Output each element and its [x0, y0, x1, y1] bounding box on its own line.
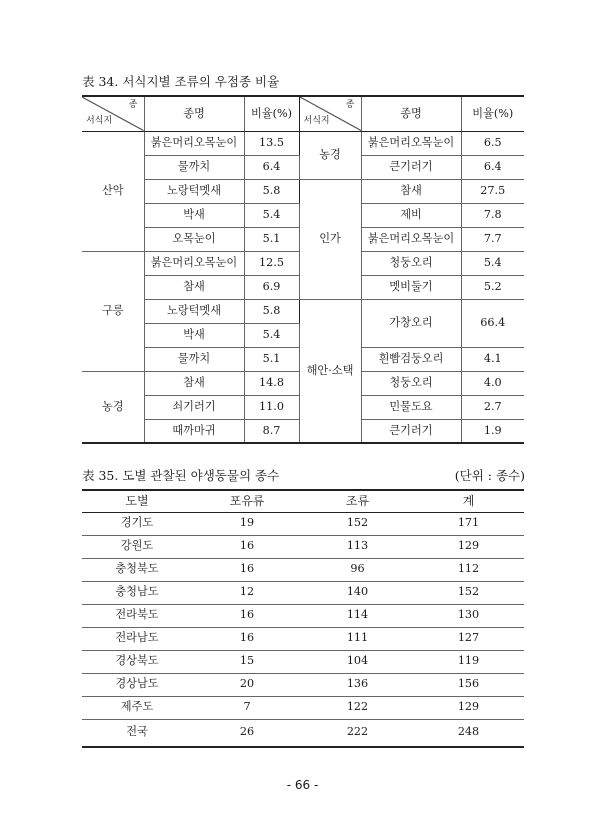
- column-header: 도별: [82, 490, 192, 512]
- count-cell: 19: [192, 512, 302, 535]
- ratio-cell: 6.4: [461, 155, 524, 179]
- ratio-cell: 5.8: [244, 179, 299, 203]
- species-header-right: 종명: [361, 96, 461, 131]
- table35-header-row: [82, 490, 524, 512]
- species-cell: 노랑턱멧새: [144, 179, 244, 203]
- count-cell: 130: [413, 604, 524, 627]
- species-cell: 물까치: [144, 347, 244, 371]
- table34-row: [82, 179, 524, 203]
- species-cell: 오목눈이: [144, 227, 244, 251]
- species-cell: 쇠기러기: [144, 395, 244, 419]
- diag-habitat-label: 서식지: [86, 115, 113, 126]
- count-cell: 12: [192, 581, 302, 604]
- species-cell: 참새: [361, 179, 461, 203]
- species-header-left: 종명: [144, 96, 244, 131]
- count-cell: 16: [192, 535, 302, 558]
- ratio-header-left: 비율(%): [244, 96, 299, 131]
- count-cell: 171: [413, 512, 524, 535]
- table34-row: [82, 131, 524, 155]
- ratio-cell: 4.1: [461, 347, 524, 371]
- count-cell: 152: [302, 512, 413, 535]
- count-cell: 129: [413, 535, 524, 558]
- count-cell: 16: [192, 558, 302, 581]
- ratio-cell: 11.0: [244, 395, 299, 419]
- table-row: [82, 535, 524, 558]
- ratio-cell: 27.5: [461, 179, 524, 203]
- ratio-cell: 5.8: [244, 299, 299, 323]
- species-cell: 참새: [144, 275, 244, 299]
- count-cell: 16: [192, 604, 302, 627]
- species-cell: 흰빰검둥오리: [361, 347, 461, 371]
- ratio-cell: 5.4: [461, 251, 524, 275]
- species-cell: 멧비둘기: [361, 275, 461, 299]
- table-row: [82, 581, 524, 604]
- ratio-cell: 12.5: [244, 251, 299, 275]
- ratio-cell: 6.9: [244, 275, 299, 299]
- count-cell: 114: [302, 604, 413, 627]
- species-cell: 박새: [144, 203, 244, 227]
- total-count: 248: [413, 719, 524, 747]
- province-cell: 경기도: [82, 512, 192, 535]
- table-row: [82, 627, 524, 650]
- ratio-cell: 5.1: [244, 227, 299, 251]
- ratio-cell: 7.7: [461, 227, 524, 251]
- species-cell: 민물도요: [361, 395, 461, 419]
- ratio-cell: 13.5: [244, 131, 299, 155]
- species-cell: 박새: [144, 323, 244, 347]
- habitat-cell: 해안·소택: [299, 299, 361, 443]
- ratio-cell: 5.4: [244, 323, 299, 347]
- ratio-cell: 5.2: [461, 275, 524, 299]
- species-cell: 붉은머리오목눈이: [361, 131, 461, 155]
- total-label: 전국: [82, 719, 192, 747]
- table-row: [82, 673, 524, 696]
- ratio-cell: 2.7: [461, 395, 524, 419]
- diag-habitat-label: 서식지: [303, 115, 330, 126]
- species-cell: 붉은머리오목눈이: [144, 251, 244, 275]
- table35-unit: (단위 : 종수): [454, 468, 525, 483]
- diag-species-label: 종: [345, 100, 355, 110]
- count-cell: 112: [413, 558, 524, 581]
- habitat-cell: 농경: [299, 131, 361, 179]
- species-cell: 청둥오리: [361, 371, 461, 395]
- ratio-cell: 6.4: [244, 155, 299, 179]
- count-cell: 111: [302, 627, 413, 650]
- total-row: [82, 719, 524, 747]
- ratio-cell: 5.4: [244, 203, 299, 227]
- species-cell: 물까치: [144, 155, 244, 179]
- ratio-header-right: 비율(%): [461, 96, 524, 131]
- species-cell: 큰기러기: [361, 419, 461, 443]
- count-cell: 119: [413, 650, 524, 673]
- total-count: 26: [192, 719, 302, 747]
- table34-caption: 表 34. 서식지별 조류의 우점종 비율: [82, 74, 280, 89]
- province-cell: 경상북도: [82, 650, 192, 673]
- species-cell: 붉은머리오목눈이: [361, 227, 461, 251]
- count-cell: 136: [302, 673, 413, 696]
- count-cell: 156: [413, 673, 524, 696]
- ratio-cell: 5.1: [244, 347, 299, 371]
- table-row: [82, 512, 524, 535]
- ratio-cell: 7.8: [461, 203, 524, 227]
- diagonal-header-right: [299, 96, 361, 131]
- count-cell: 122: [302, 696, 413, 719]
- ratio-cell: 1.9: [461, 419, 524, 443]
- count-cell: 96: [302, 558, 413, 581]
- province-cell: 충청북도: [82, 558, 192, 581]
- species-cell: 가창오리: [361, 299, 461, 347]
- total-count: 222: [302, 719, 413, 747]
- species-cell: 붉은머리오목눈이: [144, 131, 244, 155]
- table34-row: [82, 299, 524, 323]
- count-cell: 129: [413, 696, 524, 719]
- count-cell: 127: [413, 627, 524, 650]
- ratio-cell: 66.4: [461, 299, 524, 347]
- count-cell: 152: [413, 581, 524, 604]
- province-cell: 경상남도: [82, 673, 192, 696]
- count-cell: 140: [302, 581, 413, 604]
- column-header: 조류: [302, 490, 413, 512]
- table34-header-row: [82, 96, 524, 131]
- ratio-cell: 6.5: [461, 131, 524, 155]
- ratio-cell: 4.0: [461, 371, 524, 395]
- count-cell: 16: [192, 627, 302, 650]
- province-cell: 충청남도: [82, 581, 192, 604]
- table-row: [82, 650, 524, 673]
- habitat-cell: 산악: [82, 131, 144, 251]
- diag-species-label: 종: [128, 100, 138, 110]
- province-cell: 전라남도: [82, 627, 192, 650]
- diagonal-header-left: [82, 96, 144, 131]
- ratio-cell: 8.7: [244, 419, 299, 443]
- habitat-cell: 농경: [82, 371, 144, 443]
- count-cell: 104: [302, 650, 413, 673]
- habitat-cell: 구릉: [82, 251, 144, 371]
- count-cell: 15: [192, 650, 302, 673]
- table-row: [82, 696, 524, 719]
- count-cell: 113: [302, 535, 413, 558]
- province-cell: 전라북도: [82, 604, 192, 627]
- province-species-count-table: [82, 489, 524, 748]
- species-cell: 제비: [361, 203, 461, 227]
- table35-caption: 表 35. 도별 관찰된 야생동물의 종수: [82, 468, 280, 483]
- habitat-dominant-species-table: [82, 95, 524, 444]
- ratio-cell: 14.8: [244, 371, 299, 395]
- count-cell: 7: [192, 696, 302, 719]
- species-cell: 참새: [144, 371, 244, 395]
- species-cell: 청둥오리: [361, 251, 461, 275]
- column-header: 포유류: [192, 490, 302, 512]
- habitat-cell: 인가: [299, 179, 361, 299]
- count-cell: 20: [192, 673, 302, 696]
- species-cell: 때까마귀: [144, 419, 244, 443]
- table-row: [82, 558, 524, 581]
- province-cell: 강원도: [82, 535, 192, 558]
- column-header: 계: [413, 490, 524, 512]
- province-cell: 제주도: [82, 696, 192, 719]
- table-row: [82, 604, 524, 627]
- page-number: - 66 -: [286, 778, 319, 792]
- species-cell: 큰기러기: [361, 155, 461, 179]
- species-cell: 노랑턱멧새: [144, 299, 244, 323]
